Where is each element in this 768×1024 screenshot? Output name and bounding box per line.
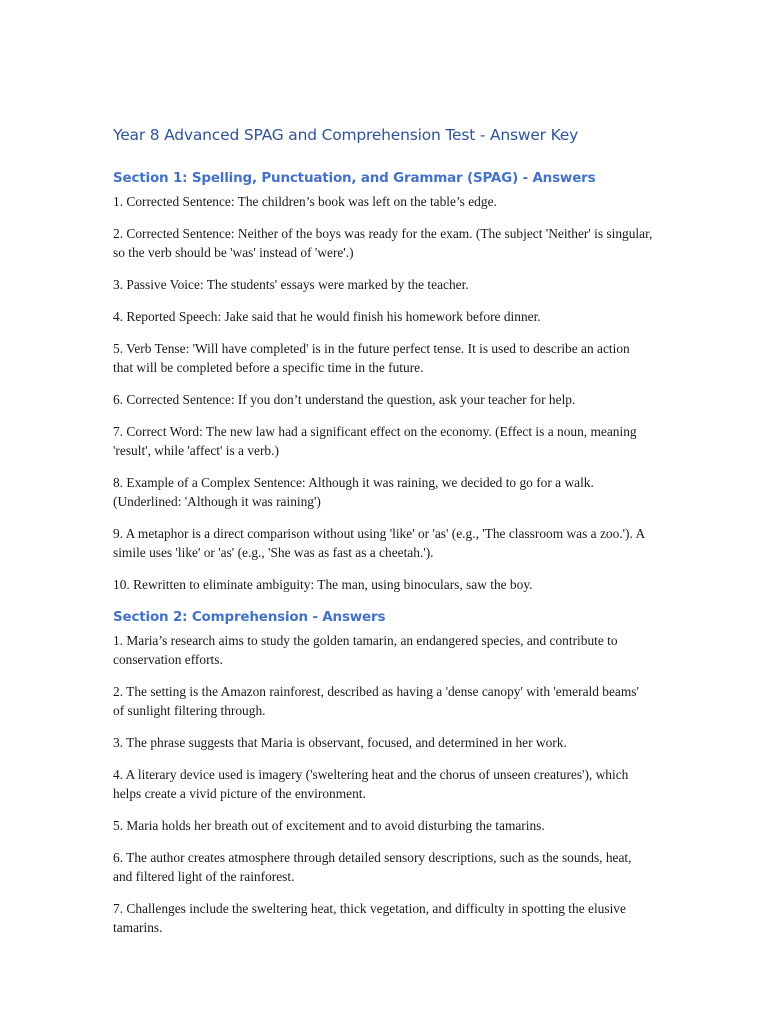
section-heading: Section 2: Comprehension - Answers [113,609,386,625]
answer-item: 3. The phrase suggests that Maria is observant, focused, and determined in her work. [113,735,567,750]
answer-item: 7. Challenges include the sweltering heat, thick vegetation, and difficulty in spotting the elusive tamarins. [113,901,626,935]
answer-item: 2. Corrected Sentence: Neither of the boys was ready for the exam. (The subject 'Neither' is singular, so the verb should be 'was' instead of 'were'.) [113,226,653,260]
answer-item: 9. A metaphor is a direct comparison without using 'like' or 'as' (e.g., 'The classroom was a zoo.'). A simile uses 'like' or 'as' (e.g., 'She was as fast as a cheetah.'). [113,526,645,560]
answers-list [113,192,653,594]
answer-item: 5. Maria holds her breath out of excitement and to avoid disturbing the tamarins. [113,818,545,833]
answer-item: 4. A literary device used is imagery ('sweltering heat and the chorus of unseen creatures'), which helps create a vivid picture of the environment. [113,767,629,801]
answer-item: 3. Passive Voice: The students' essays were marked by the teacher. [113,277,469,292]
section-heading: Section 1: Spelling, Punctuation, and Grammar (SPAG) - Answers [113,170,596,186]
answer-item: 8. Example of a Complex Sentence: Although it was raining, we decided to go for a walk. (Underlined: 'Although it was raining') [113,475,594,509]
answer-item: 1. Corrected Sentence: The children’s book was left on the table’s edge. [113,194,497,209]
section-comprehension [113,607,653,937]
document-page [113,124,653,950]
section-spag [113,168,653,594]
answer-item: 1. Maria’s research aims to study the golden tamarin, an endangered species, and contribute to conservation efforts. [113,633,618,667]
answer-item: 2. The setting is the Amazon rainforest, described as having a 'dense canopy' with 'emerald beams' of sunlight filtering through. [113,684,639,718]
answer-item: 6. The author creates atmosphere through detailed sensory descriptions, such as the sounds, heat, and filtered light of the rainforest. [113,850,632,884]
answer-item: 4. Reported Speech: Jake said that he would finish his homework before dinner. [113,309,541,324]
answer-item: 5. Verb Tense: 'Will have completed' is in the future perfect tense. It is used to describe an action that will be completed before a specific time in the future. [113,341,630,375]
answer-item: 10. Rewritten to eliminate ambiguity: The man, using binoculars, saw the boy. [113,577,533,592]
answer-item: 7. Correct Word: The new law had a significant effect on the economy. (Effect is a noun, meaning 'result', while 'affect' is a verb.) [113,424,637,458]
document-title: Year 8 Advanced SPAG and Comprehension Test - Answer Key [113,126,579,144]
answer-item: 6. Corrected Sentence: If you don’t understand the question, ask your teacher for help. [113,392,576,407]
answers-list [113,631,653,937]
